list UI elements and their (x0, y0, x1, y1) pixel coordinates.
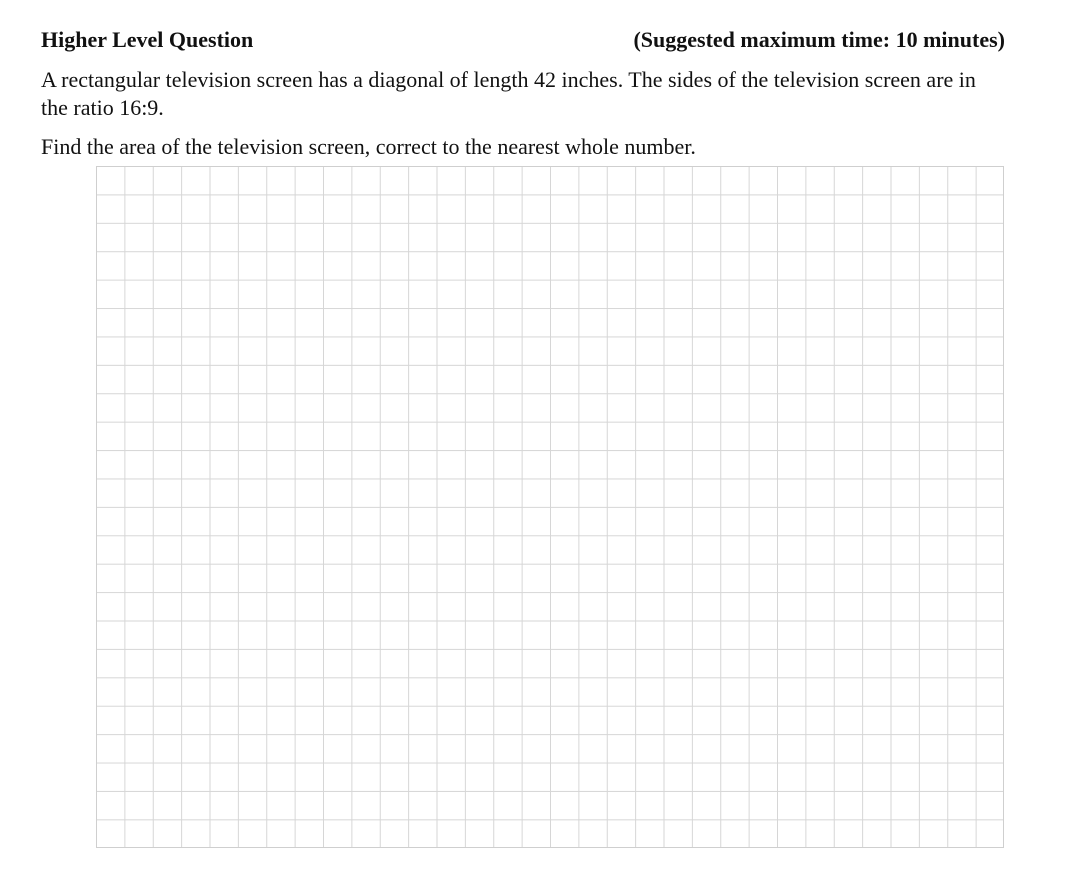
answer-grid-area[interactable] (96, 166, 1004, 848)
question-level-heading: Higher Level Question (41, 27, 254, 52)
question-body: A rectangular television screen has a diagonal of length 42 inches. The sides of the television screen are in the ratio 16:9. (41, 67, 976, 120)
question-instruction: Find the area of the television screen, correct to the nearest whole number. (41, 134, 696, 159)
suggested-time-note: (Suggested maximum time: 10 minutes) (633, 27, 1005, 52)
question-header (41, 27, 1005, 57)
